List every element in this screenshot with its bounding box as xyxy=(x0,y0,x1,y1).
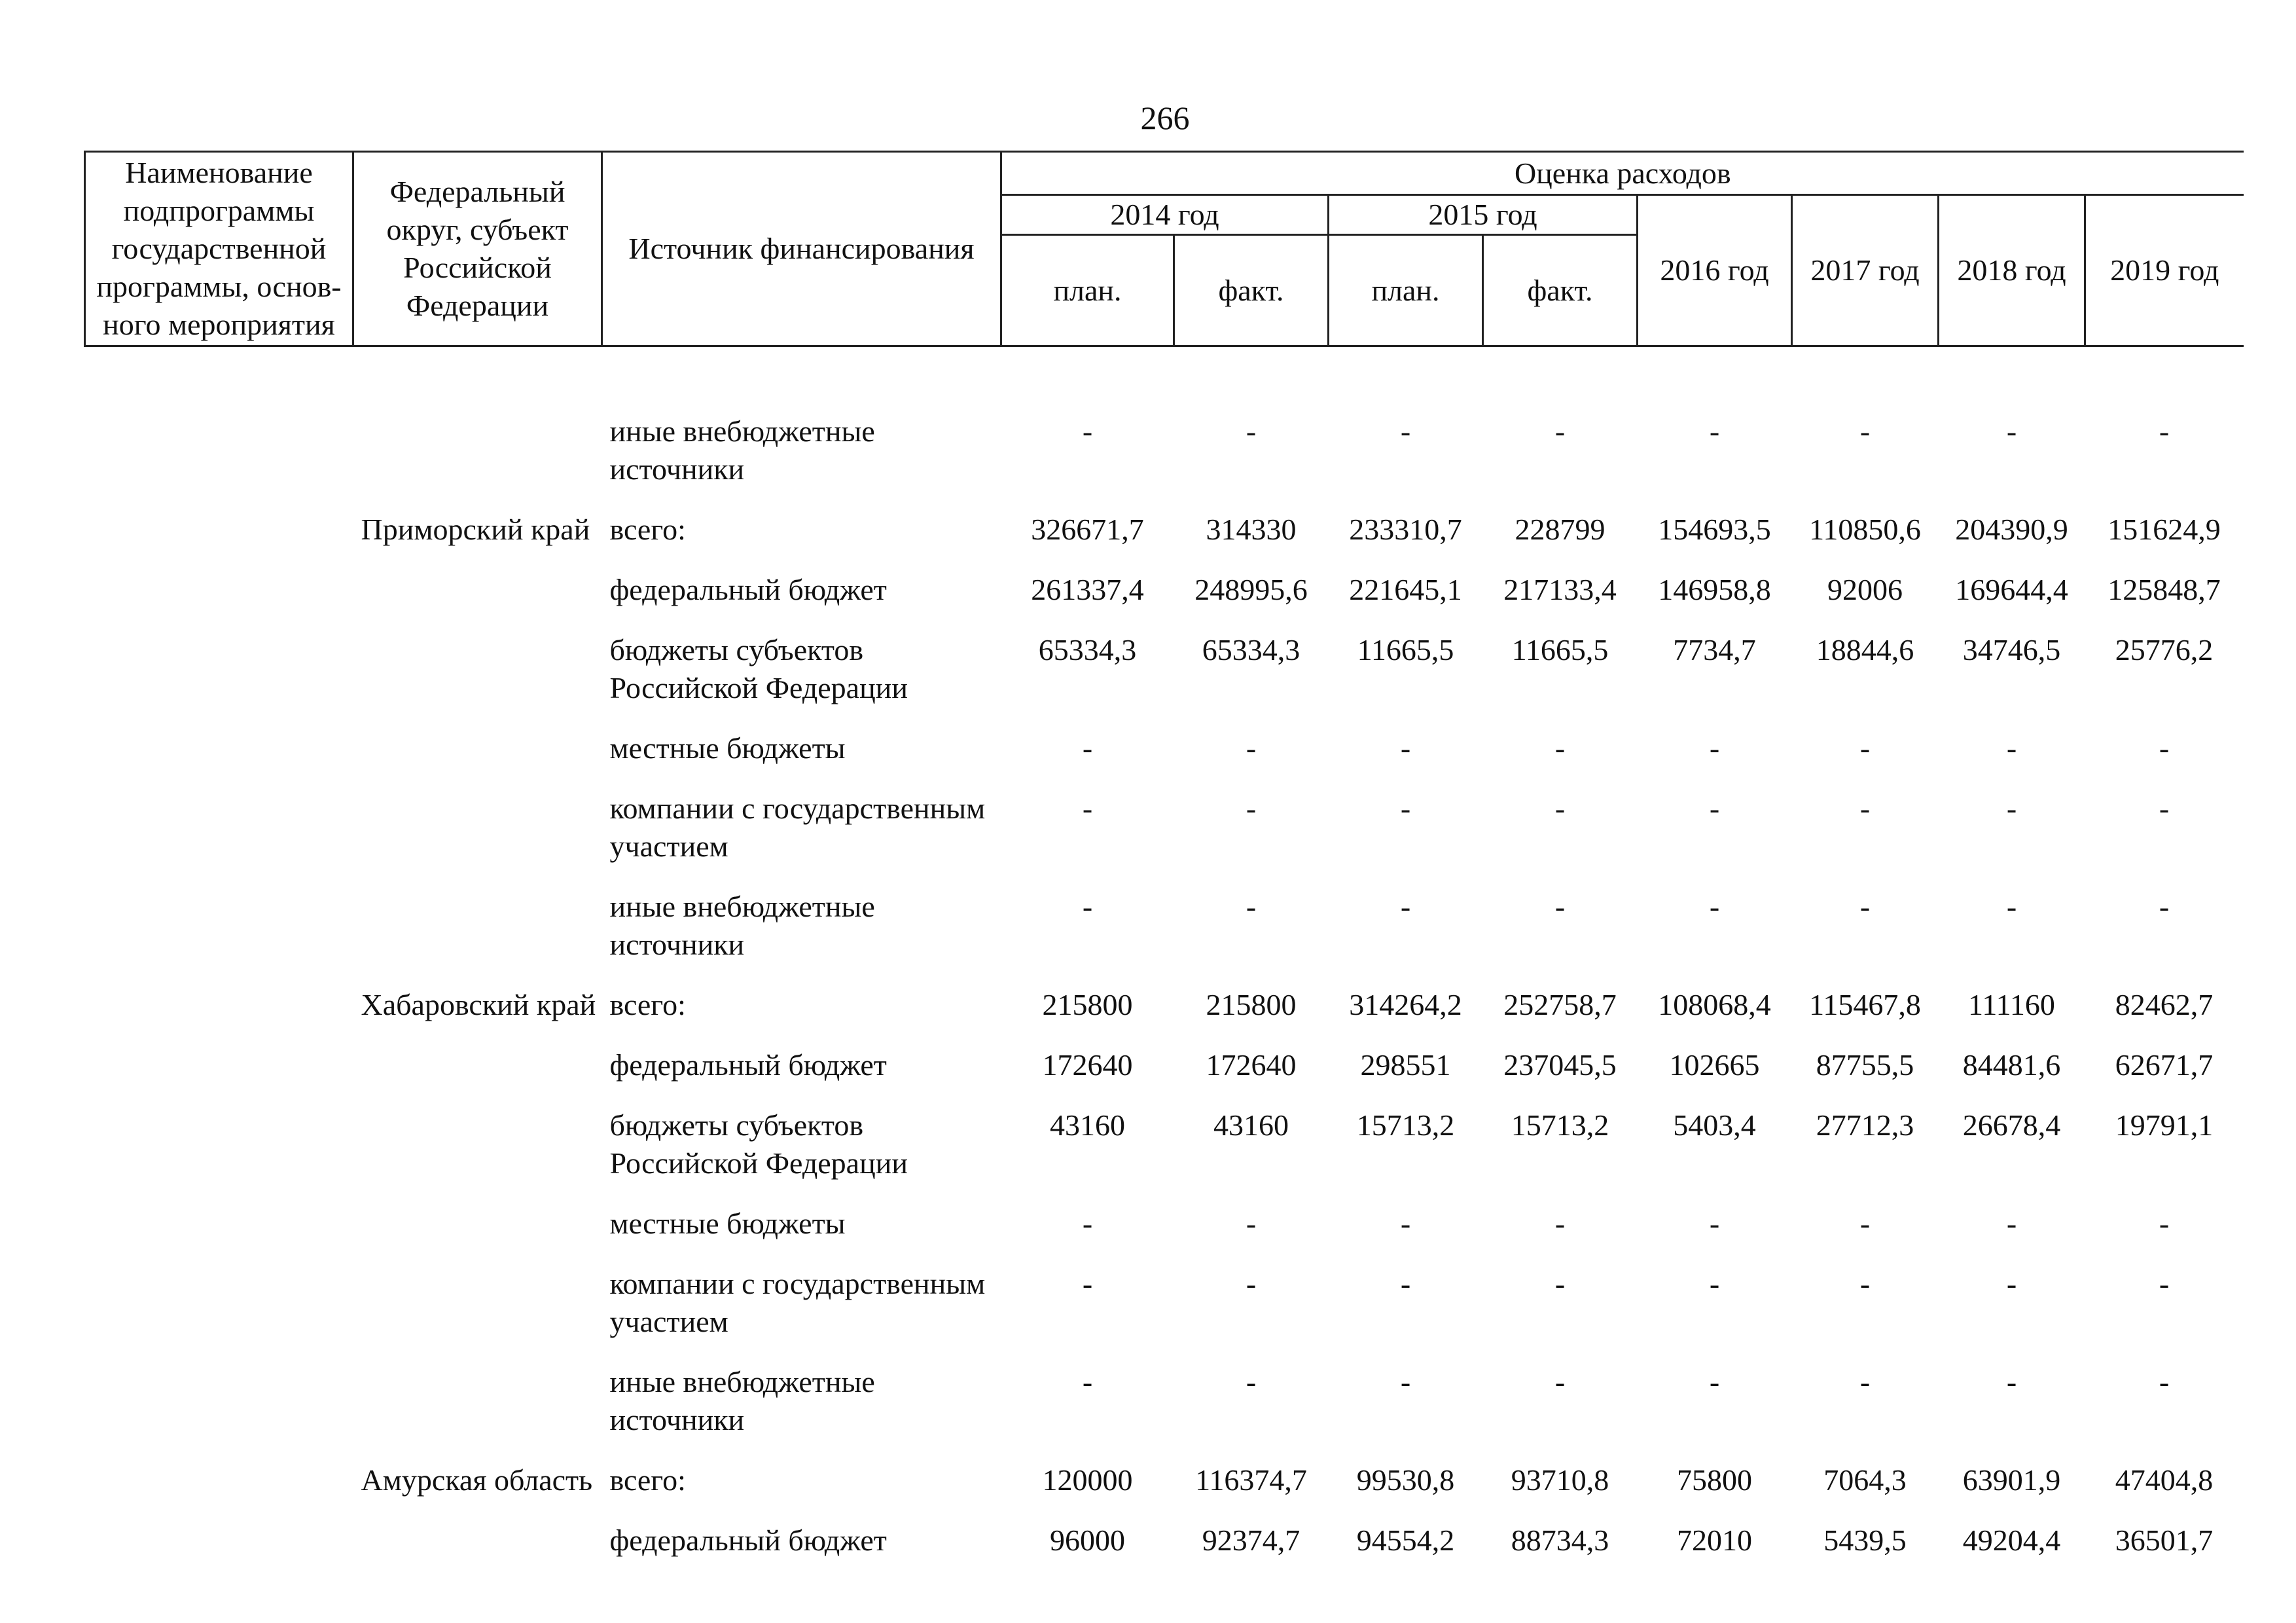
value-cell: 125848,7 xyxy=(2108,573,2221,606)
value-cell: - xyxy=(2006,1365,2017,1398)
value-cell: 172640 xyxy=(1206,1048,1297,1082)
header-year-2019: 2019 год xyxy=(2085,195,2244,346)
value-cell: - xyxy=(1082,1365,1093,1398)
value-cell: - xyxy=(2006,1207,2017,1240)
value-cell: 111160 xyxy=(1968,988,2055,1021)
value-cell: 221645,1 xyxy=(1349,573,1462,606)
value-cell: - xyxy=(1859,1207,1871,1240)
value-cell: - xyxy=(2006,890,2017,923)
value-cell: 5403,4 xyxy=(1673,1108,1756,1142)
program-name-cell xyxy=(85,498,353,558)
region-cell xyxy=(353,1033,602,1093)
value-cell: 94554,2 xyxy=(1356,1523,1455,1557)
table-row xyxy=(85,558,2244,618)
program-name-cell xyxy=(85,1350,353,1448)
value-cell: 43160 xyxy=(1213,1108,1289,1142)
value-cell: - xyxy=(1554,414,1566,448)
funding-source-cell: местные бюджеты xyxy=(609,1207,846,1240)
table-row xyxy=(85,1350,2244,1448)
value-cell: 215800 xyxy=(1042,988,1133,1021)
value-cell: 34746,5 xyxy=(1962,633,2061,666)
region-cell xyxy=(353,1508,602,1569)
table-row xyxy=(85,875,2244,973)
value-cell: - xyxy=(1400,792,1411,825)
header-2014-fact: факт. xyxy=(1174,235,1329,346)
value-cell: 11665,5 xyxy=(1511,633,1609,666)
header-2015-fact: факт. xyxy=(1483,235,1638,346)
value-cell: 314330 xyxy=(1206,513,1297,546)
value-cell: 326671,7 xyxy=(1031,513,1144,546)
program-name-cell xyxy=(85,1448,353,1508)
value-cell: - xyxy=(1859,731,1871,765)
header-year-2015: 2015 год xyxy=(1329,195,1638,235)
table-header xyxy=(85,152,2244,346)
value-cell: - xyxy=(1082,1207,1093,1240)
value-cell: - xyxy=(1246,890,1257,923)
value-cell: 47404,8 xyxy=(2115,1463,2214,1497)
value-cell: - xyxy=(1554,1207,1566,1240)
value-cell: - xyxy=(1709,1207,1720,1240)
table-row xyxy=(85,1033,2244,1093)
region-cell xyxy=(353,558,602,618)
region-cell xyxy=(353,1252,602,1350)
program-name-cell xyxy=(85,618,353,716)
value-cell: 88734,3 xyxy=(1511,1523,1609,1557)
value-cell: - xyxy=(1859,792,1871,825)
value-cell: - xyxy=(2006,1267,2017,1300)
value-cell: - xyxy=(1709,792,1720,825)
value-cell: - xyxy=(1082,890,1093,923)
program-name-cell xyxy=(85,973,353,1033)
value-cell: - xyxy=(1400,731,1411,765)
funding-source-cell: федеральный бюджет xyxy=(609,1048,887,1082)
value-cell: - xyxy=(1554,731,1566,765)
header-year-2017: 2017 год xyxy=(1792,195,1939,346)
page-number: 266 xyxy=(1140,100,1190,136)
program-name-cell xyxy=(85,399,353,498)
table-row xyxy=(85,1192,2244,1252)
value-cell: 11665,5 xyxy=(1357,633,1454,666)
value-cell: 169644,4 xyxy=(1955,573,2068,606)
program-name-cell xyxy=(85,1093,353,1192)
value-cell: - xyxy=(2159,1207,2170,1240)
value-cell: - xyxy=(1554,1365,1566,1398)
value-cell: - xyxy=(1400,1267,1411,1300)
value-cell: - xyxy=(1400,414,1411,448)
table-row xyxy=(85,618,2244,716)
value-cell: - xyxy=(1709,1267,1720,1300)
region-cell xyxy=(353,875,602,973)
value-cell: 49204,4 xyxy=(1962,1523,2061,1557)
value-cell: 228799 xyxy=(1515,513,1605,546)
value-cell: - xyxy=(1709,1365,1720,1398)
value-cell: 5439,5 xyxy=(1823,1523,1907,1557)
value-cell: 36501,7 xyxy=(2115,1523,2214,1557)
value-cell: 65334,3 xyxy=(1202,633,1300,666)
funding-source-cell: федеральный бюджет xyxy=(609,1523,887,1557)
value-cell: - xyxy=(1859,890,1871,923)
value-cell: 108068,4 xyxy=(1658,988,1771,1021)
value-cell: 15713,2 xyxy=(1356,1108,1455,1142)
value-cell: 298551 xyxy=(1360,1048,1451,1082)
value-cell: - xyxy=(2159,1365,2170,1398)
value-cell: - xyxy=(1709,414,1720,448)
table-body xyxy=(85,346,2244,1569)
value-cell: 252758,7 xyxy=(1503,988,1617,1021)
value-cell: - xyxy=(2159,890,2170,923)
program-name-cell xyxy=(85,875,353,973)
value-cell: 63901,9 xyxy=(1962,1463,2061,1497)
value-cell: 248995,6 xyxy=(1194,573,1308,606)
value-cell: 204390,9 xyxy=(1955,513,2068,546)
region-cell xyxy=(353,1350,602,1448)
value-cell: 65334,3 xyxy=(1038,633,1137,666)
value-cell: 18844,6 xyxy=(1816,633,1914,666)
value-cell: 120000 xyxy=(1042,1463,1133,1497)
value-cell: 27712,3 xyxy=(1816,1108,1914,1142)
header-program-name: Наименование подпрограммы государственной программы, основ-ного мероприятия xyxy=(85,152,353,346)
table-row xyxy=(85,1252,2244,1350)
value-cell: 7734,7 xyxy=(1673,633,1756,666)
funding-source-cell: бюджеты субъектов Российской Федерации xyxy=(609,1108,908,1180)
table-row xyxy=(85,776,2244,875)
value-cell: - xyxy=(1246,792,1257,825)
program-name-cell xyxy=(85,1508,353,1569)
header-year-2014: 2014 год xyxy=(1001,195,1329,235)
value-cell: - xyxy=(1400,890,1411,923)
value-cell: 154693,5 xyxy=(1658,513,1771,546)
region-cell xyxy=(353,399,602,498)
value-cell: - xyxy=(2006,792,2017,825)
value-cell: 116374,7 xyxy=(1195,1463,1307,1497)
header-expense-estimate: Оценка расходов xyxy=(1001,152,2244,195)
table-row xyxy=(85,716,2244,776)
value-cell: - xyxy=(1400,1207,1411,1240)
value-cell: - xyxy=(1246,1267,1257,1300)
program-name-cell xyxy=(85,1033,353,1093)
funding-source-cell: иные внебюджетные источники xyxy=(609,1365,875,1436)
value-cell: 237045,5 xyxy=(1503,1048,1617,1082)
table-row xyxy=(85,1448,2244,1508)
region-cell: Приморский край xyxy=(361,513,590,546)
header-region: Федеральный округ, субъект Российской Федерации xyxy=(353,152,602,346)
value-cell: - xyxy=(2159,414,2170,448)
table-row xyxy=(85,1093,2244,1192)
value-cell: - xyxy=(1082,792,1093,825)
funding-source-cell: федеральный бюджет xyxy=(609,573,887,606)
value-cell: 43160 xyxy=(1050,1108,1125,1142)
value-cell: - xyxy=(1859,414,1871,448)
value-cell: - xyxy=(1400,1365,1411,1398)
table-row xyxy=(85,973,2244,1033)
region-cell xyxy=(353,618,602,716)
value-cell: 314264,2 xyxy=(1349,988,1462,1021)
value-cell: - xyxy=(1554,792,1566,825)
value-cell: - xyxy=(1246,1365,1257,1398)
header-source: Источник финансирования xyxy=(602,152,1001,346)
value-cell: 62671,7 xyxy=(2115,1048,2214,1082)
funding-source-cell: местные бюджеты xyxy=(609,731,846,765)
value-cell: 15713,2 xyxy=(1511,1108,1609,1142)
value-cell: - xyxy=(1246,731,1257,765)
funding-source-cell: компании с государственным участием xyxy=(609,1267,986,1338)
funding-source-cell: иные внебюджетные источники xyxy=(609,414,875,486)
program-name-cell xyxy=(85,558,353,618)
value-cell: 84481,6 xyxy=(1962,1048,2061,1082)
value-cell: 172640 xyxy=(1042,1048,1133,1082)
value-cell: - xyxy=(2159,1267,2170,1300)
value-cell: 102665 xyxy=(1669,1048,1760,1082)
table-row xyxy=(85,498,2244,558)
region-cell: Амурская область xyxy=(361,1463,593,1497)
funding-source-cell: всего: xyxy=(609,988,686,1021)
program-name-cell xyxy=(85,716,353,776)
value-cell: 82462,7 xyxy=(2115,988,2214,1021)
value-cell: - xyxy=(1709,890,1720,923)
table-row xyxy=(85,399,2244,498)
value-cell: 87755,5 xyxy=(1816,1048,1914,1082)
value-cell: 217133,4 xyxy=(1503,573,1617,606)
value-cell: 146958,8 xyxy=(1658,573,1771,606)
funding-source-cell: всего: xyxy=(609,513,686,546)
value-cell: - xyxy=(1246,1207,1257,1240)
value-cell: - xyxy=(1082,731,1093,765)
value-cell: - xyxy=(2006,414,2017,448)
value-cell: - xyxy=(1859,1365,1871,1398)
value-cell: - xyxy=(1859,1267,1871,1300)
value-cell: 233310,7 xyxy=(1349,513,1462,546)
region-cell xyxy=(353,716,602,776)
value-cell: 115467,8 xyxy=(1809,988,1921,1021)
value-cell: - xyxy=(1246,414,1257,448)
header-year-2016: 2016 год xyxy=(1638,195,1792,346)
value-cell: 92374,7 xyxy=(1202,1523,1300,1557)
value-cell: 19791,1 xyxy=(2115,1108,2214,1142)
value-cell: 151624,9 xyxy=(2108,513,2221,546)
region-cell xyxy=(353,1192,602,1252)
value-cell: - xyxy=(1554,1267,1566,1300)
header-2014-plan: план. xyxy=(1001,235,1174,346)
funding-source-cell: компании с государственным участием xyxy=(609,792,986,863)
value-cell: - xyxy=(1709,731,1720,765)
region-cell xyxy=(353,776,602,875)
table-row xyxy=(85,1508,2244,1569)
value-cell: 75800 xyxy=(1677,1463,1752,1497)
funding-source-cell: бюджеты субъектов Российской Федерации xyxy=(609,633,908,704)
value-cell: 93710,8 xyxy=(1511,1463,1609,1497)
value-cell: - xyxy=(1554,890,1566,923)
value-cell: 72010 xyxy=(1677,1523,1752,1557)
header-year-2018: 2018 год xyxy=(1939,195,2085,346)
program-name-cell xyxy=(85,776,353,875)
value-cell: - xyxy=(1082,1267,1093,1300)
program-name-cell xyxy=(85,1192,353,1252)
value-cell: 215800 xyxy=(1206,988,1297,1021)
value-cell: 7064,3 xyxy=(1823,1463,1907,1497)
program-name-cell xyxy=(85,1252,353,1350)
header-2015-plan: план. xyxy=(1329,235,1483,346)
region-cell: Хабаровский край xyxy=(361,988,596,1021)
value-cell: - xyxy=(2159,792,2170,825)
value-cell: 26678,4 xyxy=(1962,1108,2061,1142)
value-cell: - xyxy=(2159,731,2170,765)
value-cell: 110850,6 xyxy=(1809,513,1921,546)
value-cell: 92006 xyxy=(1827,573,1903,606)
value-cell: - xyxy=(1082,414,1093,448)
value-cell: 96000 xyxy=(1050,1523,1125,1557)
funding-source-cell: всего: xyxy=(609,1463,686,1497)
value-cell: 261337,4 xyxy=(1031,573,1144,606)
region-cell xyxy=(353,1093,602,1192)
value-cell: - xyxy=(2006,731,2017,765)
budget-table xyxy=(84,151,2244,1569)
funding-source-cell: иные внебюджетные источники xyxy=(609,890,875,961)
value-cell: 99530,8 xyxy=(1356,1463,1455,1497)
value-cell: 25776,2 xyxy=(2115,633,2214,666)
